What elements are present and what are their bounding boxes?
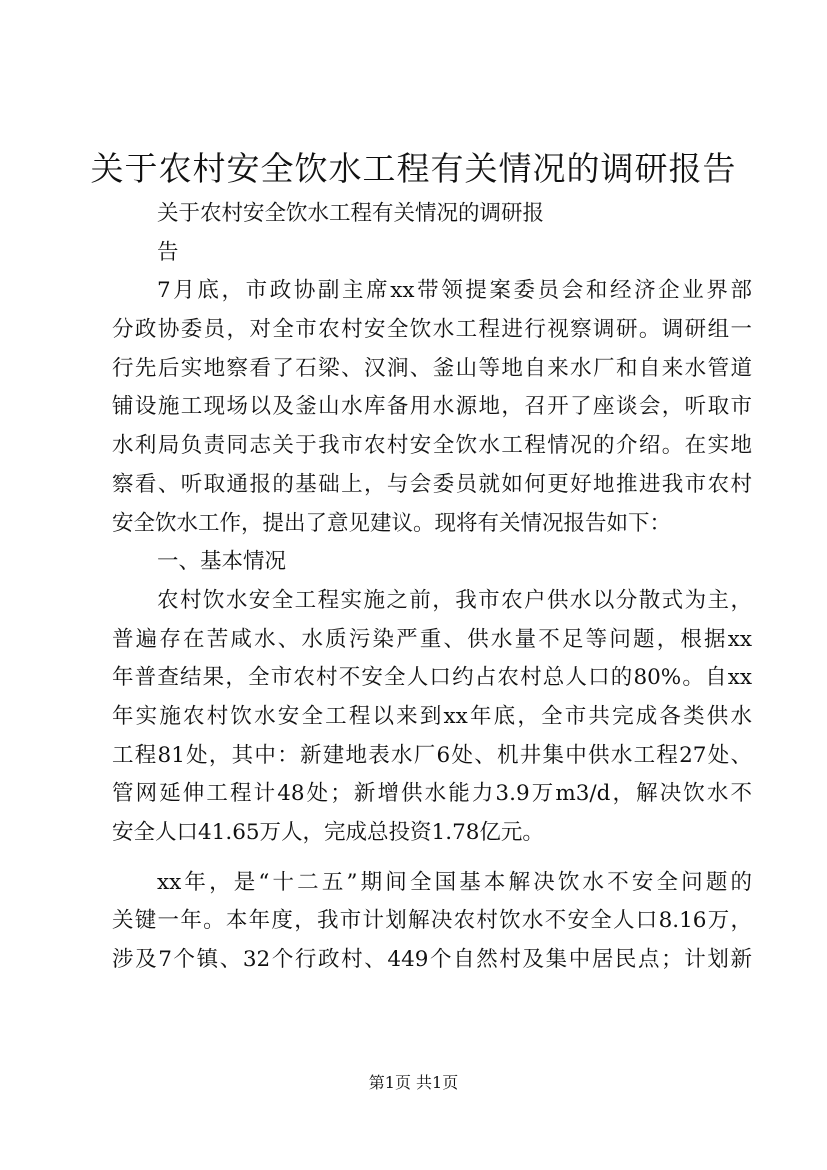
- page-footer: 第1页 共1页: [368, 1073, 459, 1092]
- paragraph-line: 察看、听取通报的基础上，与会委员就如何更好地推进我市农村: [112, 471, 752, 497]
- paragraph-line: 分政协委员，对全市农村安全饮水工程进行视察调研。调研组一: [112, 317, 752, 343]
- paragraph-line: 行先后实地察看了石梁、汉涧、釜山等地自来水厂和自来水管道: [112, 355, 752, 381]
- document-title: 关于农村安全饮水工程有关情况的调研报告: [90, 149, 737, 188]
- paragraph-line: 管网延伸工程计48处；新增供水能力3.9万m3/d，解决饮水不: [112, 781, 752, 807]
- paragraph-line: 年普查结果，全市农村不安全人口约占农村总人口的80%。自xx: [112, 665, 752, 691]
- paragraph-line: xx年，是“十二五”期间全国基本解决饮水不安全问题的: [157, 869, 752, 895]
- subtitle-line: 关于农村安全饮水工程有关情况的调研报: [157, 201, 545, 226]
- document-body: [112, 195, 752, 980]
- paragraph-spacer: [112, 853, 752, 864]
- section-heading: 一、基本情况: [157, 549, 287, 575]
- paragraph-line: 水利局负责同志关于我市农村安全饮水工程情况的介绍。在实地: [112, 433, 752, 459]
- paragraph-plan: [112, 864, 752, 980]
- paragraph-line: 关键一年。本年度，我市计划解决农村饮水不安全人口8.16万，: [112, 908, 752, 934]
- paragraph-line: 农村饮水安全工程实施之前，我市农户供水以分散式为主，: [157, 587, 752, 613]
- paragraph-line: 铺设施工现场以及釜山水库备用水源地，召开了座谈会，听取市: [112, 394, 752, 420]
- paragraph-line: 安全人口41.65万人，完成总投资1.78亿元。: [112, 820, 544, 845]
- subtitle-line: 告: [157, 239, 179, 265]
- paragraph-intro: [112, 272, 752, 543]
- paragraph-line: 安全饮水工作，提出了意见建议。现将有关情况报告如下：: [112, 510, 672, 536]
- paragraph-line: 年实施农村饮水安全工程以来到xx年底，全市共完成各类供水: [112, 703, 752, 729]
- paragraph-line: 工程81处，其中：新建地表水厂6处、机井集中供水工程27处、: [112, 742, 752, 768]
- paragraph-basic-situation: [112, 582, 752, 853]
- paragraph-line: 涉及7个镇、32个行政村、449个自然村及集中居民点；计划新: [112, 947, 752, 973]
- paragraph-line: 普遍存在苦咸水、水质污染严重、供水量不足等问题，根据xx: [112, 626, 752, 652]
- paragraph-line: 7月底，市政协副主席xx带领提案委员会和经济企业界部: [157, 278, 752, 304]
